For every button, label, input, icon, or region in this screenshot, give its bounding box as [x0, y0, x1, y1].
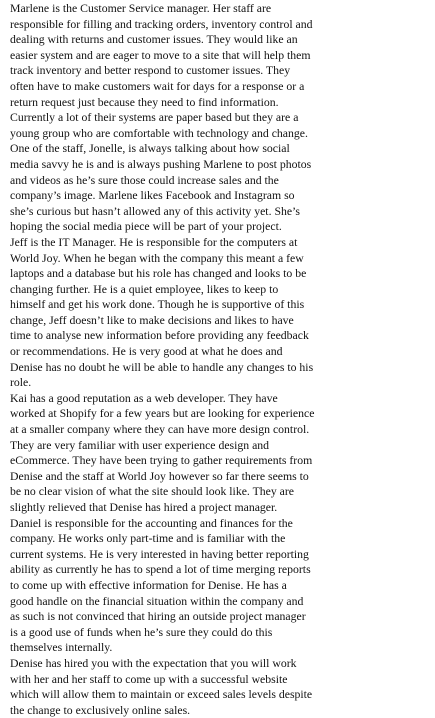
text-line: Kai has a good reputation as a web developer. They have	[10, 391, 278, 405]
text-line: World Joy. When he began with the company this meant a few	[10, 251, 304, 265]
text-line: Jeff is the IT Manager. He is responsible for the computers at	[10, 235, 298, 249]
text-line: at a smaller company where they can have more design control.	[10, 423, 310, 437]
text-line: which will allow them to maintain or exceed sales levels despite	[10, 688, 313, 702]
text-line: media savvy he is and is always pushing Marlene to post photos	[10, 157, 312, 171]
text-line: laptops and a database but his role has changed and looks to be	[10, 267, 307, 281]
text-line: company’s image. Marlene likes Facebook and Instagram so	[10, 189, 295, 203]
text-line: company. He works only part-time and is familiar with the	[10, 532, 286, 546]
text-line: young group who are comfortable with technology and change.	[10, 126, 308, 140]
text-line: be no clear vision of what the site should look like. They are	[10, 485, 294, 499]
text-line: track inventory and better respond to customer issues. They	[10, 64, 291, 78]
text-line: change, Jeff doesn’t like to make decisions and likes to have	[10, 313, 294, 327]
text-line: himself and get his work done. Though he is supportive of this	[10, 298, 305, 312]
text-line: as such is not convinced that hiring an outside project manager	[10, 610, 306, 624]
text-line: the change to exclusively online sales.	[10, 703, 191, 717]
text-line: return request just because they need to find information.	[10, 95, 279, 109]
text-line: or recommendations. He is very good at what he does and	[10, 345, 283, 359]
text-line: hoping the social media piece will be part of your project.	[10, 220, 282, 234]
text-line: she’s curious but hasn’t allowed any of this activity yet. She’s	[10, 204, 300, 218]
text-line: good handle on the financial situation within the company and	[10, 594, 304, 608]
text-line: One of the staff, Jonelle, is always talking about how social	[10, 142, 290, 156]
text-line: slightly relieved that Denise has hired a project manager.	[10, 501, 278, 514]
text-line: often have to make customers wait for days for a response or a	[10, 79, 305, 93]
text-line: Daniel is responsible for the accounting and finances for the	[10, 516, 293, 530]
text-line: They are very familiar with user experience design and	[10, 438, 270, 452]
text-line: role.	[10, 376, 32, 390]
text-line: and videos as he’s sure those could increase sales and the	[10, 173, 279, 187]
text-line: themselves internally.	[10, 641, 113, 655]
text-line: dealing with returns and customer issues. They would like an	[10, 33, 298, 47]
text-line: Denise has hired you with the expectation that you will work	[10, 656, 297, 670]
text-line: Denise has no doubt he will be able to handle any changes to his	[10, 360, 314, 374]
text-line: is a good use of funds when he’s sure they could do this	[10, 625, 273, 639]
text-line: Marlene is the Customer Service manager. Her staff are	[10, 2, 272, 15]
text-line: easier system and are eager to move to a site that will help them	[10, 48, 311, 62]
text-line: current systems. He is very interested in having better reporting	[10, 547, 309, 561]
text-line: responsible for filling and tracking orders, inventory control and	[10, 17, 313, 31]
text-line: with her and her staff to come up with a successful website	[10, 672, 288, 686]
text-line: Denise and the staff at World Joy however so far there seems to	[10, 469, 309, 483]
text-line: worked at Shopify for a few years but are looking for experience	[10, 407, 315, 421]
text-line: ability as currently he has to spend a lot of time merging reports	[10, 563, 311, 577]
text-line: eCommerce. They have been trying to gather requirements from	[10, 454, 313, 468]
text-line: time to analyse new information before providing any feedback	[10, 329, 309, 343]
text-line: to come up with effective information for Denise. He has a	[10, 578, 287, 592]
text-line: changing further. He is a quiet employee, likes to keep to	[10, 282, 279, 296]
text-line: Currently a lot of their systems are paper based but they are a	[10, 111, 299, 125]
